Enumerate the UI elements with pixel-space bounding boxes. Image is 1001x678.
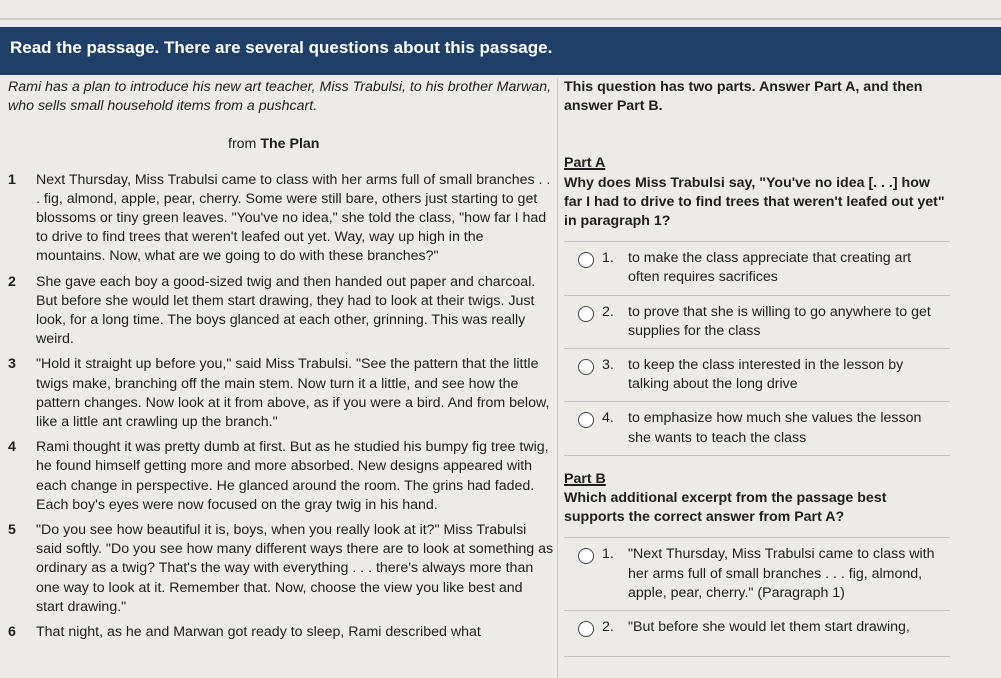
part-a-prompt: Why does Miss Trabulsi say, "You've no idea [. . .] how far I had to drive to find trees that weren't leafed out yet" in paragraph 1? bbox=[564, 174, 945, 230]
source-prefix: from bbox=[228, 136, 257, 153]
passage-source bbox=[8, 135, 554, 154]
source-title: The Plan bbox=[260, 136, 320, 153]
radio-button-icon[interactable] bbox=[578, 412, 594, 428]
top-divider bbox=[0, 18, 1001, 20]
part-a-label: Part A bbox=[564, 155, 606, 172]
paragraph-number: 6 bbox=[8, 624, 16, 641]
paragraph-text: Rami thought it was pretty dumb at first. But as he studied his bumpy fig tree twig, he found himself getting more and more absorbed. New designs appeared with each change in perspective. He glanced around the room. The grins had faded. Each boy's eyes were now focused on the gray twig in his hand. bbox=[36, 439, 549, 513]
part-b-options bbox=[564, 537, 950, 657]
part-a-option-1[interactable] bbox=[564, 242, 950, 295]
radio-button-icon[interactable] bbox=[578, 359, 594, 375]
question-instructions: This question has two parts. Answer Part A, and then answer Part B. bbox=[564, 79, 923, 115]
option-number: 3. bbox=[602, 357, 614, 374]
option-text: "But before she would let them start drawing, bbox=[628, 619, 910, 636]
option-number: 1. bbox=[602, 546, 614, 563]
option-text: to keep the class interested in the lesson by talking about the long drive bbox=[628, 357, 904, 393]
radio-button-icon[interactable] bbox=[578, 306, 594, 322]
paragraph-text: "Hold it straight up before you," said Miss Trabulsi. "See the pattern that the little twigs make, branching off the main stem. Now turn it a little, and see how the pattern changes. Now look at it from above, as if you were a bird. And from below, like a little ant crawling up the branch." bbox=[36, 356, 550, 431]
paragraph-6 bbox=[8, 623, 554, 642]
part-b bbox=[564, 470, 950, 657]
paragraph-number: 3 bbox=[8, 356, 16, 373]
panel-divider bbox=[557, 78, 558, 678]
radio-button-icon[interactable] bbox=[578, 621, 594, 637]
paragraph-4 bbox=[8, 438, 554, 515]
part-a-option-3[interactable] bbox=[564, 349, 950, 402]
question-panel bbox=[564, 78, 950, 657]
paragraph-text: That night, as he and Marwan got ready to sleep, Rami described what bbox=[36, 624, 481, 641]
paragraph-number: 1 bbox=[8, 171, 16, 188]
part-a-option-4[interactable] bbox=[564, 402, 950, 455]
option-number: 2. bbox=[602, 303, 614, 320]
option-number: 1. bbox=[602, 250, 614, 267]
passage-intro: Rami has a plan to introduce his new art teacher, Miss Trabulsi, to his brother Marwan, who sells small household items from a pushcart. bbox=[8, 79, 552, 115]
instructions-banner: Read the passage. There are several questions about this passage. bbox=[0, 27, 1001, 75]
part-a-options bbox=[564, 241, 950, 456]
paragraph-text: She gave each boy a good-sized twig and then handed out paper and charcoal. But before she would let them start drawing, they had to look at their twigs. Just look, for a long time. The boys glanced at each other, grinning. This was really weird. bbox=[36, 273, 536, 348]
option-number: 4. bbox=[602, 410, 614, 427]
paragraph-number: 5 bbox=[8, 522, 16, 539]
option-text: to make the class appreciate that creating art often requires sacrifices bbox=[628, 250, 912, 286]
option-text: "Next Thursday, Miss Trabulsi came to class with her arms full of small branches . . . fig, almond, apple, pear, cherry." (Paragraph 1) bbox=[628, 546, 935, 601]
paragraph-number: 4 bbox=[8, 439, 16, 456]
part-a bbox=[564, 154, 950, 455]
paragraph-1 bbox=[8, 171, 554, 267]
option-text: to prove that she is willing to go anywhere to get supplies for the class bbox=[628, 303, 931, 339]
part-a-option-2[interactable] bbox=[564, 296, 950, 349]
option-text: to emphasize how much she values the lesson she wants to teach the class bbox=[628, 410, 922, 446]
paragraph-3 bbox=[8, 355, 554, 432]
paragraph-2 bbox=[8, 273, 554, 350]
part-b-label: Part B bbox=[564, 470, 606, 487]
radio-button-icon[interactable] bbox=[578, 252, 594, 268]
part-b-prompt: Which additional excerpt from the passage best supports the correct answer from Part A? bbox=[564, 490, 887, 526]
paragraph-text: Next Thursday, Miss Trabulsi came to class with her arms full of small branches . . . fig, almond, apple, pear, cherry. Some were still bare, others just starting to get blossoms or tiny green leaves. "You've no idea," she told the class, "how far I had to drive to find trees that weren't leafed out yet. Way, way up high in the mountains. Now, what are we going to do with these branches?" bbox=[36, 171, 551, 265]
passage-panel bbox=[8, 78, 554, 648]
paragraph-text: "Do you see how beautiful it is, boys, when you really look at it?" Miss Trabulsi said softly. "Do you see how many different ways there are to look at something as ordinary as a twig? That's the way with everything . . . there's always more than one way to look at it. Remember that. Now, choose the view you like best and start drawing." bbox=[36, 522, 554, 615]
option-number: 2. bbox=[602, 619, 614, 636]
radio-button-icon[interactable] bbox=[578, 548, 594, 564]
paragraph-number: 2 bbox=[8, 273, 16, 290]
part-b-option-2[interactable] bbox=[564, 611, 950, 657]
part-b-option-1[interactable] bbox=[564, 538, 950, 611]
paragraph-5 bbox=[8, 521, 554, 617]
